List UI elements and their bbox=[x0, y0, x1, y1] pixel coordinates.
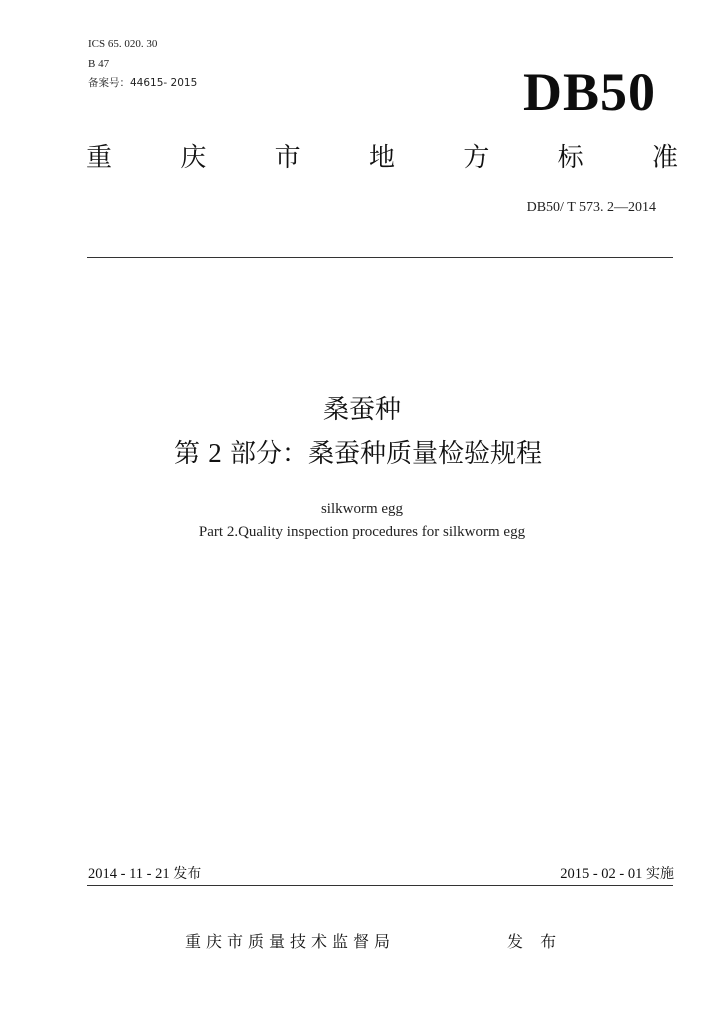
standard-type-char: 准 bbox=[651, 143, 678, 173]
english-subtitle: Part 2.Quality inspection procedures for silkworm egg bbox=[198, 524, 526, 540]
top-divider bbox=[87, 257, 673, 258]
document-subtitle bbox=[0, 436, 720, 471]
standard-type-char: 市 bbox=[274, 143, 301, 173]
subtitle-prefix: 第 bbox=[173, 439, 200, 469]
publisher-name: 重庆市质量技术监督局 bbox=[185, 932, 396, 951]
standard-type-char: 地 bbox=[368, 143, 395, 173]
subtitle-rest: 部分：桑蚕种质量检验规程 bbox=[230, 439, 543, 469]
standard-type-char: 庆 bbox=[180, 143, 207, 173]
document-title: 桑蚕种 bbox=[322, 395, 401, 425]
implementation-label: 实施 bbox=[646, 866, 674, 882]
publish-label: 发 布 bbox=[507, 932, 563, 951]
implementation-date-value: 2015 - 02 - 01 bbox=[560, 866, 643, 882]
ics-code: ICS 65. 020. 30 bbox=[88, 38, 158, 50]
standard-number: DB50/ T 573. 2—2014 bbox=[526, 200, 656, 215]
standard-type-char: 方 bbox=[463, 143, 490, 173]
db50-logo: DB50 bbox=[522, 62, 656, 122]
subtitle-part-number: 2 bbox=[208, 438, 222, 468]
ccs-code: B 47 bbox=[88, 58, 110, 70]
standard-type-char: 重 bbox=[86, 143, 113, 173]
issue-date bbox=[88, 866, 201, 883]
issue-date-value: 2014 - 11 - 21 bbox=[88, 866, 170, 882]
issue-label: 发布 bbox=[173, 866, 202, 882]
english-title: silkworm egg bbox=[320, 501, 404, 517]
standard-type-char: 标 bbox=[557, 143, 584, 173]
record-number: 备案号：44615- 2015 bbox=[88, 77, 198, 89]
implementation-date bbox=[560, 866, 674, 883]
bottom-divider bbox=[87, 885, 673, 886]
standard-type-title bbox=[86, 141, 678, 175]
